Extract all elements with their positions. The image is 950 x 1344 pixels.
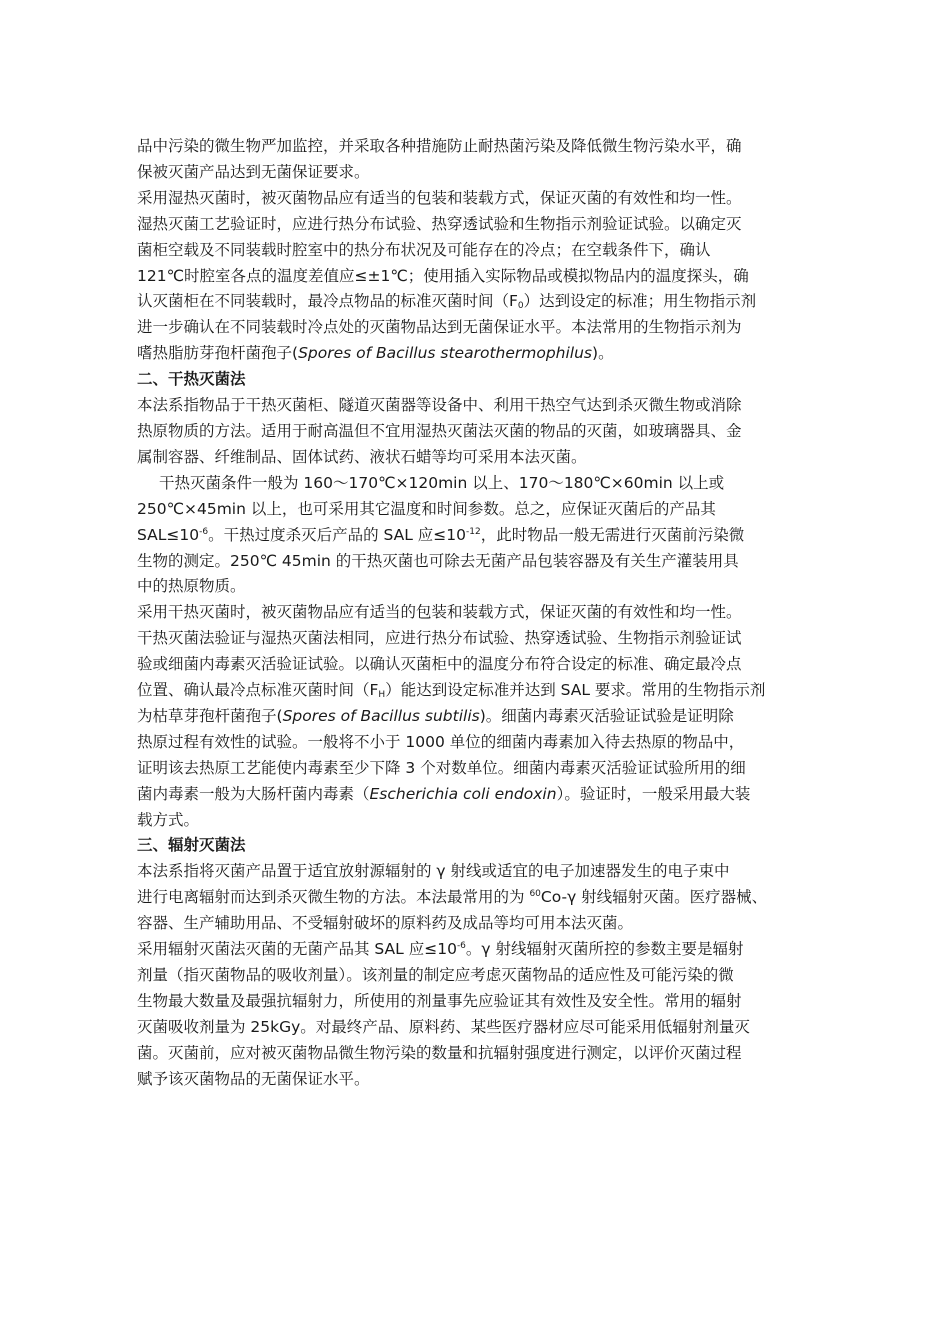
text-span: )。 [592, 344, 614, 363]
paragraph-line: 本法系指物品于干热灭菌柜、隧道灭菌器等设备中、利用干热空气达到杀灭微生物或消除 [137, 396, 742, 415]
paragraph-line: 生物最大数量及最强抗辐射力，所使用的剂量事先应验证其有效性及安全性。常用的辐射 [137, 991, 742, 1010]
paragraph-line: 保被灭菌产品达到无菌保证要求。 [137, 162, 370, 181]
text-span: 采用辐射灭菌法灭菌的无菌产品其 SAL 应≤10 [137, 940, 457, 959]
paragraph-line: 证明该去热原工艺能使内毒素至少下降 3 个对数单位。细菌内毒素灭活验证试验所用的细 [137, 758, 746, 777]
superscript: -6 [456, 941, 466, 952]
paragraph-line: 本法系指将灭菌产品置于适宜放射源辐射的 γ 射线或适宜的电子加速器发生的电子束中 [137, 862, 730, 881]
paragraph-line: 载方式。 [137, 810, 200, 829]
paragraph-line: 属制容器、纤维制品、固体试药、液状石蜡等均可采用本法灭菌。 [137, 447, 587, 466]
paragraph-line: 热原物质的方法。适用于耐高温但不宜用湿热灭菌法灭菌的物品的灭菌，如玻璃器具、金 [137, 421, 742, 440]
paragraph-line: 250℃×45min 以上，也可采用其它温度和时间参数。总之，应保证灭菌后的产品其 [137, 499, 716, 518]
paragraph-line: 菌柜空载及不同装载时腔室中的热分布状况及可能存在的冷点；在空载条件下，确认 [137, 240, 711, 259]
paragraph-line: 采用干热灭菌时，被灭菌物品应有适当的包装和装载方式，保证灭菌的有效性和均一性。 [137, 603, 742, 622]
section-heading: 二、干热灭菌法 [137, 370, 246, 389]
latin-name: Escherichia coli endoxin [369, 784, 557, 803]
text-span: ）能达到设定标准并达到 SAL 要求。常用的生物指示剂 [385, 681, 766, 700]
paragraph-line: 干热灭菌条件一般为 160～170℃×120min 以上、170～180℃×60min 以上或 [159, 473, 725, 492]
paragraph-line [137, 523, 827, 549]
text-span: 嗜热脂肪芽孢杆菌孢子( [137, 344, 299, 363]
text-span: SAL≤10 [137, 525, 200, 544]
paragraph-line: 采用湿热灭菌时，被灭菌物品应有适当的包装和装载方式，保证灭菌的有效性和均一性。 [137, 188, 742, 207]
radiation-section [137, 833, 827, 1092]
text-span: 菌内毒素一般为大肠杆菌内毒素（ [137, 784, 370, 803]
text-span: )。细菌内毒素灭活验证试验是证明除 [479, 706, 734, 725]
text-span: 为枯草芽孢杆菌孢子( [137, 706, 283, 725]
paragraph-line: 品中污染的微生物严加监控，并采取各种措施防止耐热菌污染及降低微生物污染水平，确 [137, 137, 742, 155]
subscript: H [378, 690, 386, 701]
superscript: -12 [466, 526, 481, 537]
text-span: ，此时物品一般无需进行灭菌前污染微 [480, 525, 745, 544]
paragraph-line: 赋予该灭菌物品的无菌保证水平。 [137, 1069, 370, 1088]
paragraph-line: 灭菌吸收剂量为 25kGy。对最终产品、原料药、某些医疗器材应尽可能采用低辐射剂量灭 [137, 1017, 750, 1036]
paragraph-line: 进一步确认在不同装载时冷点处的灭菌物品达到无菌保证水平。本法常用的生物指示剂为 [137, 318, 742, 337]
text-span: 位置、确认最冷点标准灭菌时间（F [137, 681, 379, 700]
latin-name: Spores of Bacillus stearothermophilus [298, 344, 593, 363]
paragraph-line [137, 678, 827, 704]
text-span: Co-γ 射线辐射灭菌。医疗器械、 [540, 888, 768, 907]
paragraph-line [137, 289, 827, 315]
moist-heat-section [137, 134, 827, 367]
paragraph-line: 生物的测定。250℃ 45min 的干热灭菌也可除去无菌产品包装容器及有关生产灌装用具 [137, 551, 739, 570]
paragraph-line [137, 782, 827, 808]
section-heading: 三、辐射灭菌法 [137, 836, 246, 855]
paragraph-line: 验或细菌内毒素灭活验证试验。以确认灭菌柜中的温度分布符合设定的标准、确定最冷点 [137, 655, 742, 674]
paragraph-line [137, 937, 827, 963]
paragraph-line: 中的热原物质。 [137, 577, 246, 596]
paragraph-line [137, 885, 827, 911]
text-span: ）。验证时，一般采用最大装 [556, 784, 751, 803]
text-span: 。γ 射线辐射灭菌所控的参数主要是辐射 [465, 940, 744, 959]
paragraph-line: 热原过程有效性的试验。一般将不小于 1000 单位的细菌内毒素加入待去热原的物品中， [137, 732, 745, 751]
paragraph-line: 121℃时腔室各点的温度差值应≤±1℃；使用插入实际物品或模拟物品内的温度探头，确 [137, 266, 749, 285]
paragraph-line: 菌。灭菌前，应对被灭菌物品微生物污染的数量和抗辐射强度进行测定，以评价灭菌过程 [137, 1043, 742, 1062]
paragraph-line: 干热灭菌法验证与湿热灭菌法相同，应进行热分布试验、热穿透试验、生物指示剂验证试 [137, 629, 742, 648]
dry-heat-section [137, 367, 827, 833]
document-body [137, 134, 827, 1093]
superscript: -6 [199, 526, 209, 537]
superscript: 60 [529, 889, 541, 900]
latin-name: Spores of Bacillus subtilis [282, 706, 480, 725]
paragraph-line [137, 341, 827, 367]
text-span: ）达到设定的标准；用生物指示剂 [523, 292, 757, 311]
text-span: 进行电离辐射而达到杀灭微生物的方法。本法最常用的为 [137, 888, 530, 907]
paragraph-line [137, 704, 827, 730]
text-span: 认灭菌柜在不同装载时，最冷点物品的标准灭菌时间（F [137, 292, 518, 311]
paragraph-line: 剂量（指灭菌物品的吸收剂量）。该剂量的制定应考虑灭菌物品的适应性及可能污染的微 [137, 966, 734, 984]
text-span: 。干热过度杀灭后产品的 SAL 应≤10 [208, 525, 466, 544]
paragraph-line: 湿热灭菌工艺验证时，应进行热分布试验、热穿透试验和生物指示剂验证试验。以确定灭 [137, 214, 742, 233]
paragraph-line: 容器、生产辅助用品、不受辐射破坏的原料药及成品等均可用本法灭菌。 [137, 914, 634, 933]
subscript: 0 [517, 301, 524, 312]
